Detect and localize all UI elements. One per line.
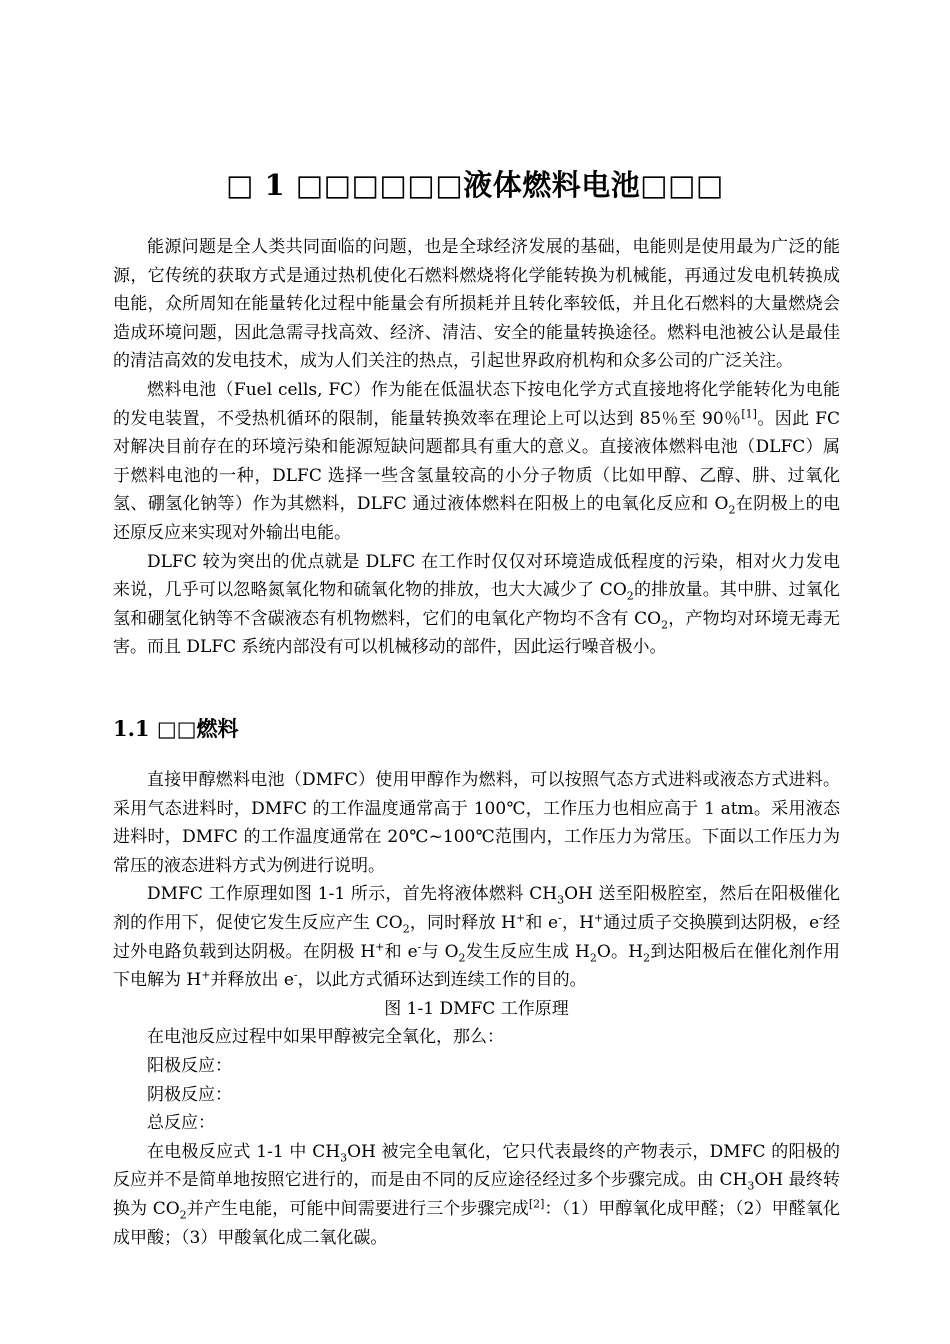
paragraph-4: 直接甲醇燃料电池（DMFC）使用甲醇作为燃料，可以按照气态方式进料或液态方式进料。采用气态进料时，DMFC 的工作温度通常高于 100℃，工作压力也相应高于 1 atm。采用液态进料时，DMFC 的工作温度通常在 20℃~100℃范围内，工作压力为常压。下面以工作压力为常压的液态进料方式为例进行说明。 <box>113 770 840 876</box>
anode-reaction-label: 阳极反应： <box>147 1055 232 1076</box>
paragraph-5: DMFC 工作原理如图 1-1 所示，首先将液体燃料 $CH_3OH$ 送至阳极腔室，然后在阳极催化剂的作用下，促使它发生反应产生 $CO_2$，同时释放 H+和 e-，H+通过质子交换膜到达阴极，e-经过外电路负载到达阴极。在阴极 H+和 e-与 $O_2$发生反应生成 $H_2O$。$H_2$到达阳极后在催化剂作用下电解为 H+并释放出 e-，以此方式循环达到连续工作的目的。 <box>113 884 841 991</box>
section-body <box>113 766 840 1252</box>
citation-1[interactable]: [1] <box>741 406 757 420</box>
paragraph-2: 燃料电池（Fuel cells, FC）作为能在低温状态下按电化学方式直接地将化学能转化为电能的发电装置，不受热机循环的限制，能量转换效率在理论上可以达到 85％至 90％[1]。因此 FC 对解决目前存在的环境污染和能源短缺问题都具有重大的意义。直接液体燃料电池（DLFC）属于燃料电池的一种，DLFC 选择一些含氢量较高的小分子物质（比如甲醇、乙醇、肼、过氧化氢、硼氢化钠等）作为其燃料，DLFC 通过液体燃料在阳极上的电氧化反应和 $O_2$在阴极上的电还原反应来实现对外输出电能。 <box>113 379 840 543</box>
intro-block <box>113 233 840 662</box>
figure-caption: 图 1-1 DMFC 工作原理 <box>384 998 569 1019</box>
cathode-reaction-label: 阴极反应： <box>147 1084 232 1105</box>
chapter-title: □ 1 □□□□□□液体燃料电池□□□ <box>226 168 724 202</box>
paragraph-1: 能源问题是全人类共同面临的问题，也是全球经济发展的基础，电能则是使用最为广泛的能源，它传统的获取方式是通过热机使化石燃料燃烧将化学能转换为机械能，再通过发电机转换成电能，众所周知在能量转化过程中能量会有所损耗并且转化率较低，并且化石燃料的大量燃烧会造成环境问题，因此急需寻找高效、经济、清洁、安全的能量转换途径。燃料电池被公认是最佳的清洁高效的发电技术，成为人们关注的热点，引起世界政府机构和众多公司的广泛关注。 <box>113 237 840 372</box>
paragraph-3: DLFC 较为突出的优点就是 DLFC 在工作时仅仅对环境造成低程度的污染，相对火力发电来说，几乎可以忽略氮氧化物和硫氧化物的排放，也大大减少了 $CO_2$的排放量。其中肼、过氧化氢和硼氢化钠等不含碳液态有机物燃料，它们的电氧化产物均不含有 $CO_2$，产物均对环境无毒无害。而且 DLFC 系统内部没有可以机械移动的部件，因此运行噪音极小。 <box>113 551 841 658</box>
total-reaction-label: 总反应： <box>147 1113 215 1134</box>
citation-2[interactable]: [2] <box>528 1197 545 1211</box>
paragraph-7: 在电极反应式 1-1 中 $CH_3OH$ 被完全电氧化，它只代表最终的产物表示，DMFC 的阳极的反应并不是简单地按照它进行的，而是由不同的反应途径经过多个步骤完成。由 $CH_3OH$ 最终转换为 $CO_2$并产生电能，可能中间需要进行三个步骤完成[2]：（1）甲醇氧化成甲醛；（2）甲醛氧化成甲酸；（3）甲酸氧化成二氧化碳。 <box>113 1141 840 1248</box>
paragraph-6: 在电池反应过程中如果甲醇被完全氧化，那么： <box>147 1027 504 1048</box>
section-heading: 1.1 □□燃料 <box>113 716 239 741</box>
